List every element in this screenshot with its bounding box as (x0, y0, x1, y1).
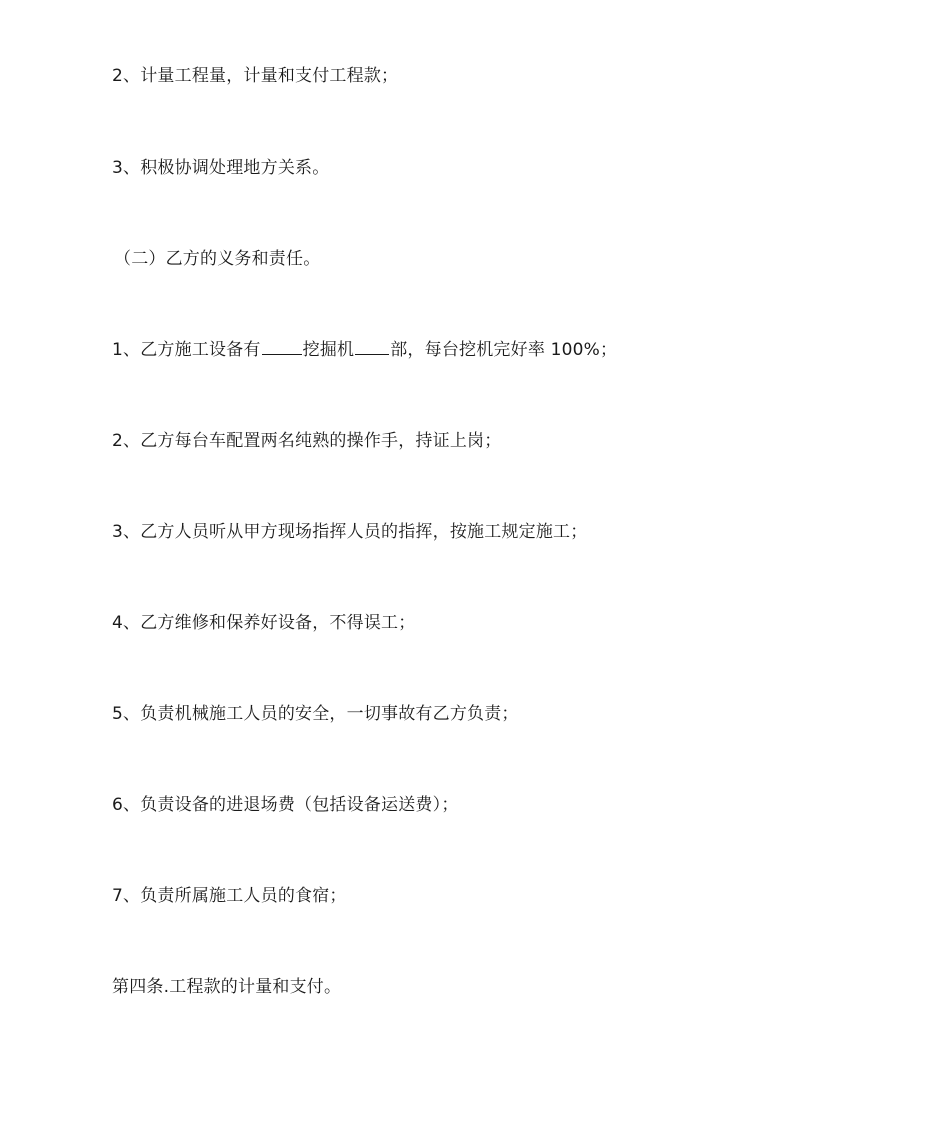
clause-line-b2: 2、乙方每台车配置两名纯熟的操作手，持证上岗； (112, 431, 502, 451)
clause-line-b5: 5、负责机械施工人员的安全，一切事故有乙方负责； (112, 704, 519, 724)
clause-line-a2: 2、计量工程量，计量和支付工程款； (112, 66, 399, 86)
clause-line-b4: 4、乙方维修和保养好设备，不得误工； (112, 613, 416, 633)
fill-in-blank (355, 338, 389, 355)
fill-in-blank (262, 338, 302, 355)
clause-line-b6: 6、负责设备的进退场费（包括设备运送费）； (112, 795, 459, 815)
article-heading-4: 第四条.工程款的计量和支付。 (112, 977, 342, 997)
clause-line-a3: 3、积极协调处理地方关系。 (112, 158, 330, 178)
section-heading-b: （二）乙方的义务和责任。 (114, 249, 321, 269)
clause-line-b7: 7、负责所属施工人员的食宿； (112, 886, 347, 906)
clause-line-b3: 3、乙方人员听从甲方现场指挥人员的指挥，按施工规定施工； (112, 522, 588, 542)
clause-line-b1 (112, 338, 617, 362)
clause-text-part: 1、乙方施工设备有 (112, 340, 261, 360)
clause-text-part: 部，每台挖机完好率 100%； (390, 340, 618, 360)
clause-text-part: 挖掘机 (302, 340, 355, 360)
